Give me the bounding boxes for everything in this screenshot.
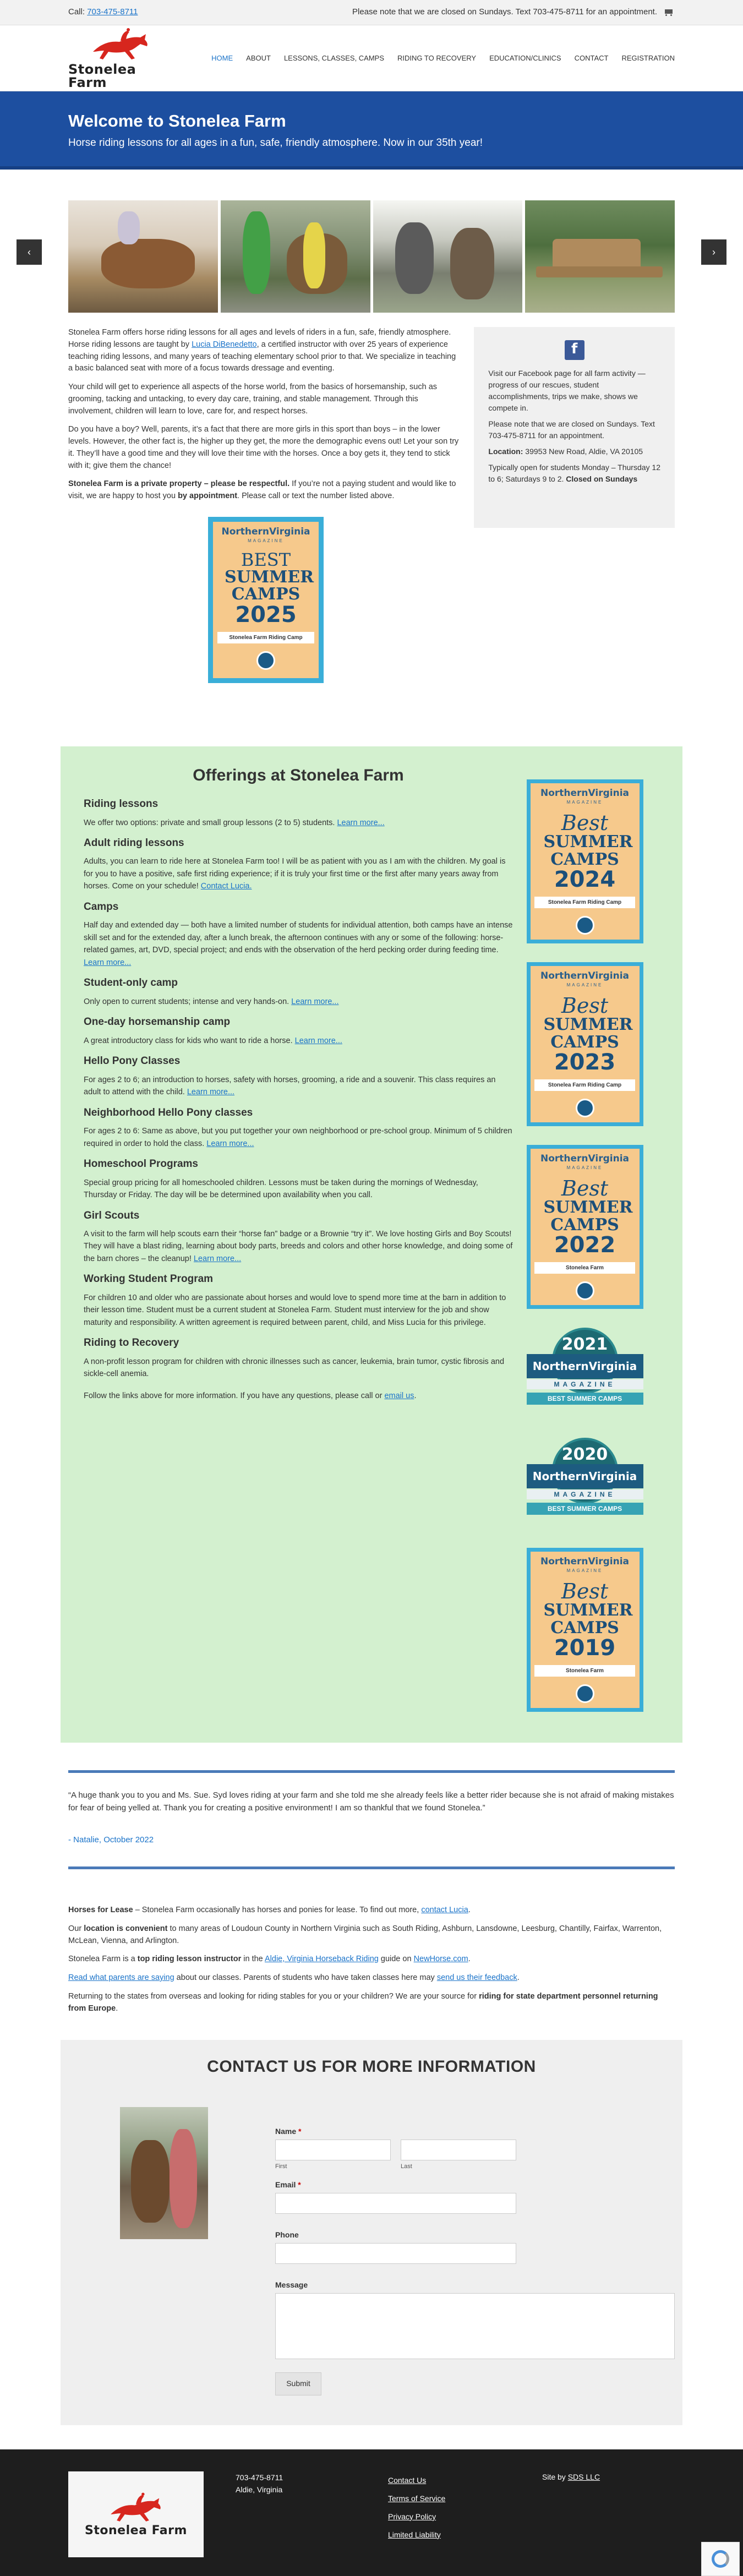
closed-notice: Please note that we are closed on Sundays. Text 703-475-8711 for an appointment. — [352, 7, 657, 17]
last-name-input[interactable] — [401, 2140, 516, 2160]
logo-text: Stonelea Farm — [68, 61, 136, 90]
hours: Typically open for students Monday – Thursday 12 to 6; Saturdays 9 to 2. Closed on Sundays — [488, 463, 660, 483]
site-credit: Site by SDS LLC — [542, 2473, 600, 2481]
footer-link-terms[interactable]: Terms of Service — [388, 2493, 446, 2503]
call-label: Call: — [68, 7, 88, 17]
intro-paragraph: Your child will get to experience all aspects of the horse world, from the basics of horsemanship, such as grooming, tacking and untacking, to every day care, training, and stable management. Through this involvement, children will learn to love, care for, and respect horses. — [68, 383, 438, 416]
instructor-paragraph: Stonelea Farm is a top riding lesson instructor in the Aldie, Virginia Horseback Riding guide on NewHorse.com. — [68, 1955, 471, 1964]
nav-registration[interactable]: REGISTRATION — [621, 53, 675, 62]
learn-more-link[interactable]: Learn more... — [187, 1088, 235, 1097]
returning-paragraph: Returning to the states from overseas and looking for riding stables for you or your children? We are your source for riding for state department personnel returning from Europe. — [68, 1991, 658, 2013]
parents-paragraph: Read what parents are saying about our classes. Parents of students who have taken classes here may send us their feedback. — [68, 1973, 520, 1982]
slide-photo — [68, 200, 218, 313]
offering-item: Student-only camp Only open to current students; intense and very hands-on. Learn more... — [84, 977, 339, 1006]
top-bar — [0, 0, 743, 25]
closed-notice-side: Please note that we are closed on Sundays. Text 703-475-8711 for an appointment. — [488, 419, 655, 440]
learn-more-link[interactable]: Learn more... — [206, 1139, 254, 1148]
offering-item: Riding to Recovery A non-profit lesson program for children with chronic illnesses such as cancer, leukemia, brain tumor, cystic fibrosis and sickle-cell anemia. — [84, 1337, 505, 1379]
hero-banner — [0, 91, 743, 170]
learn-more-link[interactable]: Learn more... — [291, 997, 339, 1006]
site-footer — [0, 2449, 743, 2576]
footer-city: Aldie, Virginia — [236, 2485, 283, 2495]
footer-phone[interactable]: 703-475-8711 — [236, 2473, 283, 2482]
recaptcha-icon — [712, 2550, 729, 2568]
call-info — [68, 6, 138, 19]
footer-logo[interactable] — [68, 2471, 204, 2557]
facebook-text: Visit our Facebook page for all farm activity — progress of our rescues, student accomplishments, trips we make, shows we compete in. — [488, 369, 646, 412]
slide-photo — [373, 200, 523, 313]
aldie-guide-link[interactable]: Aldie, Virginia Horseback Riding — [264, 1955, 379, 1964]
facebook-icon[interactable]: f — [565, 340, 584, 360]
offering-item: Neighborhood Hello Pony classes For ages 2 to 6: Same as above, but you put together your own neighborhood or pre-school group. Minimum of 5 children required in order to hold the class. Learn more... — [84, 1106, 512, 1148]
offering-item: Adult riding lessons Adults, you can learn to ride here at Stonelea Farm too! I will be as patient with you as I am with the children. My goal is for you to have a positive, safe first riding experience; if it is truly your first time or the first after many years away from horses. Come on your schedule! Contact Lucia. — [84, 837, 506, 891]
nav-contact[interactable]: CONTACT — [574, 53, 609, 62]
offering-item: Working Student Program For children 10 and older who are passionate about horses and would love to spend more time at the barn in addition to their lesson time. Student must be a current student at Stonelea Farm. Student must interview for the job and show maturity and responsibility. A written agreement is required between parent, child, and Miss Lucia for this privilege. — [84, 1273, 506, 1327]
offering-item: One-day horsemanship camp A great introductory class for kids who want to ride a horse. Learn more... — [84, 1016, 342, 1045]
first-hint: First — [275, 2163, 287, 2170]
first-name-input[interactable] — [275, 2140, 391, 2160]
testimonial-author: - Natalie, October 2022 — [68, 1835, 154, 1844]
learn-more-link[interactable]: Learn more... — [193, 1254, 242, 1263]
site-logo[interactable] — [68, 28, 173, 89]
horse-rider-logo-icon — [88, 28, 154, 63]
hero-title: Welcome to Stonelea Farm — [68, 111, 286, 130]
nav-home[interactable]: HOME — [211, 53, 233, 62]
hero-subtitle: Horse riding lessons for all ages in a fun, safe, friendly atmosphere. Now in our 35th year! — [68, 137, 483, 149]
best-summer-camps-round-badge: 2021 NorthernVirginia MAGAZINE BEST SUMMER CAMPS — [527, 1328, 643, 1421]
nav-riding-to-recovery[interactable]: RIDING TO RECOVERY — [397, 53, 477, 62]
testimonial-quote: “A huge thank you to you and Ms. Sue. Syd loves riding at your farm and she told me she already feels like a better rider because she is not afraid of making mistakes for fear of being yelled at. Thank you for creating a positive environment! I am so thankful that we found Stonelea.” — [68, 1791, 674, 1813]
message-label: Message — [275, 2280, 308, 2289]
testimonial — [68, 1770, 675, 1869]
learn-more-link[interactable]: Learn more... — [337, 818, 385, 827]
lease-paragraph: Horses for Lease – Stonelea Farm occasionally has horses and ponies for lease. To find out more, contact Lucia. — [68, 1906, 471, 1914]
nav-education[interactable]: EDUCATION/CLINICS — [489, 53, 561, 62]
learn-more-link[interactable]: Learn more... — [84, 958, 132, 967]
offering-item: Homeschool Programs Special group pricing for all homeschooled children. Lessons must be taken during the mornings of Wednesday, Thursday or Friday. The day will be be determined upon availability when you call. — [84, 1158, 478, 1200]
best-summer-camps-round-badge: 2020 NorthernVirginia MAGAZINE BEST SUMMER CAMPS — [527, 1438, 643, 1531]
newhorse-link[interactable]: NewHorse.com — [413, 1955, 468, 1964]
contact-lucia-link[interactable]: contact Lucia — [421, 1906, 468, 1914]
message-textarea[interactable] — [275, 2293, 675, 2359]
slide-photo — [525, 200, 675, 313]
phone-input[interactable] — [275, 2243, 516, 2264]
best-summer-camps-badge: NorthernVirginia MAGAZINE Best SUMMER CAMPS 2019 Stonelea Farm — [527, 1548, 643, 1712]
intro-text — [68, 327, 461, 683]
nav-lessons[interactable]: LESSONS, CLASSES, CAMPS — [283, 53, 385, 62]
site-header — [0, 25, 743, 91]
lucia-link[interactable]: Lucia DiBenedetto — [192, 340, 257, 349]
info-sidebar — [474, 327, 675, 528]
intro-paragraph: Stonelea Farm is a private property – please be respectful. If you’re not a paying student and would like to visit, we are happy to host you by appointment. Please call or text the number listed above. — [68, 479, 456, 500]
offerings-section — [61, 746, 682, 1743]
offerings-list — [84, 796, 513, 1402]
sds-link[interactable]: SDS LLC — [567, 2473, 600, 2481]
email-us-link[interactable]: email us — [384, 1391, 414, 1400]
footer-link-liability[interactable]: Limited Liability — [388, 2530, 441, 2539]
learn-more-link[interactable]: Learn more... — [294, 1036, 342, 1045]
offering-item: Camps Half day and extended day — both have a limited number of students for individual attention, both camps have an intense skill set and for the extended day, after a lunch break, the afternoon continues with any or some of the following: horse-related games, art, DVD, special project; and ends with the observation of the herd pecking order during feeding time. Learn more... — [84, 900, 513, 967]
last-hint: Last — [401, 2163, 412, 2170]
horse-rider-logo-icon — [106, 2492, 166, 2525]
email-label: Email * — [275, 2180, 301, 2189]
footer-logo-text: Stonelea Farm — [85, 2524, 187, 2537]
best-summer-camps-badge: NorthernVirginia MAGAZINE Best SUMMER CAMPS 2024 Stonelea Farm Riding Camp — [527, 779, 643, 943]
slide-photo — [221, 200, 370, 313]
slider-prev-arrow-icon[interactable]: ‹ — [17, 239, 42, 265]
best-summer-camps-2025-badge: NorthernVirginia MAGAZINE BEST SUMMER CAMPS 2025 Stonelea Farm Riding Camp — [208, 517, 324, 683]
photo-slider — [0, 196, 743, 334]
main-nav — [173, 53, 675, 64]
email-input[interactable] — [275, 2193, 516, 2214]
offering-item: Hello Pony Classes For ages 2 to 6; an introduction to horses, safety with horses, grooming, a ride and a souvenir. This class requires an adult to attend with the child. Learn more... — [84, 1055, 496, 1097]
contact-form — [275, 2126, 675, 2395]
follow-links-text: Follow the links above for more information. If you have any questions, please call or email us. — [84, 1391, 417, 1400]
phone-link[interactable]: 703-475-8711 — [87, 7, 138, 17]
contact-section — [61, 2040, 682, 2425]
footer-link-contact[interactable]: Contact Us — [388, 2476, 427, 2485]
name-label: Name * — [275, 2127, 302, 2136]
contact-photo — [120, 2107, 208, 2239]
phone-label: Phone — [275, 2230, 299, 2239]
read-parents-link[interactable]: Read what parents are saying — [68, 1973, 174, 1982]
footer-contact — [236, 2471, 283, 2496]
offerings-title: Offerings at Stonelea Farm — [193, 766, 404, 784]
best-summer-camps-badge: NorthernVirginia MAGAZINE Best SUMMER CAMPS 2023 Stonelea Farm Riding Camp — [527, 962, 643, 1126]
contact-lucia-link[interactable]: Contact Lucia. — [200, 882, 252, 891]
additional-info — [68, 1904, 675, 2021]
intro-section — [0, 327, 743, 683]
footer-link-privacy[interactable]: Privacy Policy — [388, 2512, 436, 2521]
intro-paragraph: Stonelea Farm offers horse riding lessons for all ages and levels of riders in a fun, safe, friendly atmosphere. Horse riding lessons are taught by Lucia DiBenedetto, a certified instructor with over 25 years of experience teaching riding lessons, and many years of teaching elementary school prior to that. We specialize in teaching a basic balanced seat with more of a focus towards dressage and eventing. — [68, 328, 456, 373]
slider-next-arrow-icon[interactable]: › — [701, 239, 726, 265]
cart-icon[interactable] — [663, 8, 675, 18]
submit-button[interactable]: Submit — [275, 2372, 321, 2395]
nav-about[interactable]: ABOUT — [246, 53, 271, 62]
best-summer-camps-badge: NorthernVirginia MAGAZINE Best SUMMER CAMPS 2022 Stonelea Farm — [527, 1145, 643, 1309]
award-badges — [512, 779, 658, 1731]
location-paragraph: Our location is convenient to many areas of Loudoun County in Northern Virginia such as South Riding, Ashburn, Lansdowne, Leesburg, Chantilly, Fairfax, Warrenton, McLean, Vienna, and Arlington. — [68, 1924, 662, 1945]
footer-links — [388, 2471, 445, 2544]
send-feedback-link[interactable]: send us their feedback — [436, 1973, 517, 1982]
location: Location: 39953 New Road, Aldie, VA 20105 — [488, 447, 643, 456]
contact-title: CONTACT US FOR MORE INFORMATION — [207, 2057, 536, 2076]
slider-track — [68, 200, 675, 313]
intro-paragraph: Do you have a boy? Well, parents, it’s a fact that there are more girls in this sport than boys – in the lower levels. However, the other fact is, the higher up they get, the more the demographic evens out! Let your son try it. They’ll have a good time and they will love their time with the horses. Once a boy gets it, they tend to stick with it; give them the chance! — [68, 425, 459, 470]
recaptcha-badge[interactable] — [701, 2542, 740, 2576]
offering-item: Riding lessons We offer two options: private and small group lessons (2 to 5) students. Learn more... — [84, 798, 385, 827]
offering-item: Girl Scouts A visit to the farm will help scouts earn their “horse fan” badge or a Brownie “try it”. We love hosting Girls and Boy Scouts! They will have a blast riding, learning about body parts, breeds and colors and other horse knowledge, and doing some of the barn chores – the cleanup! Learn more... — [84, 1209, 513, 1263]
